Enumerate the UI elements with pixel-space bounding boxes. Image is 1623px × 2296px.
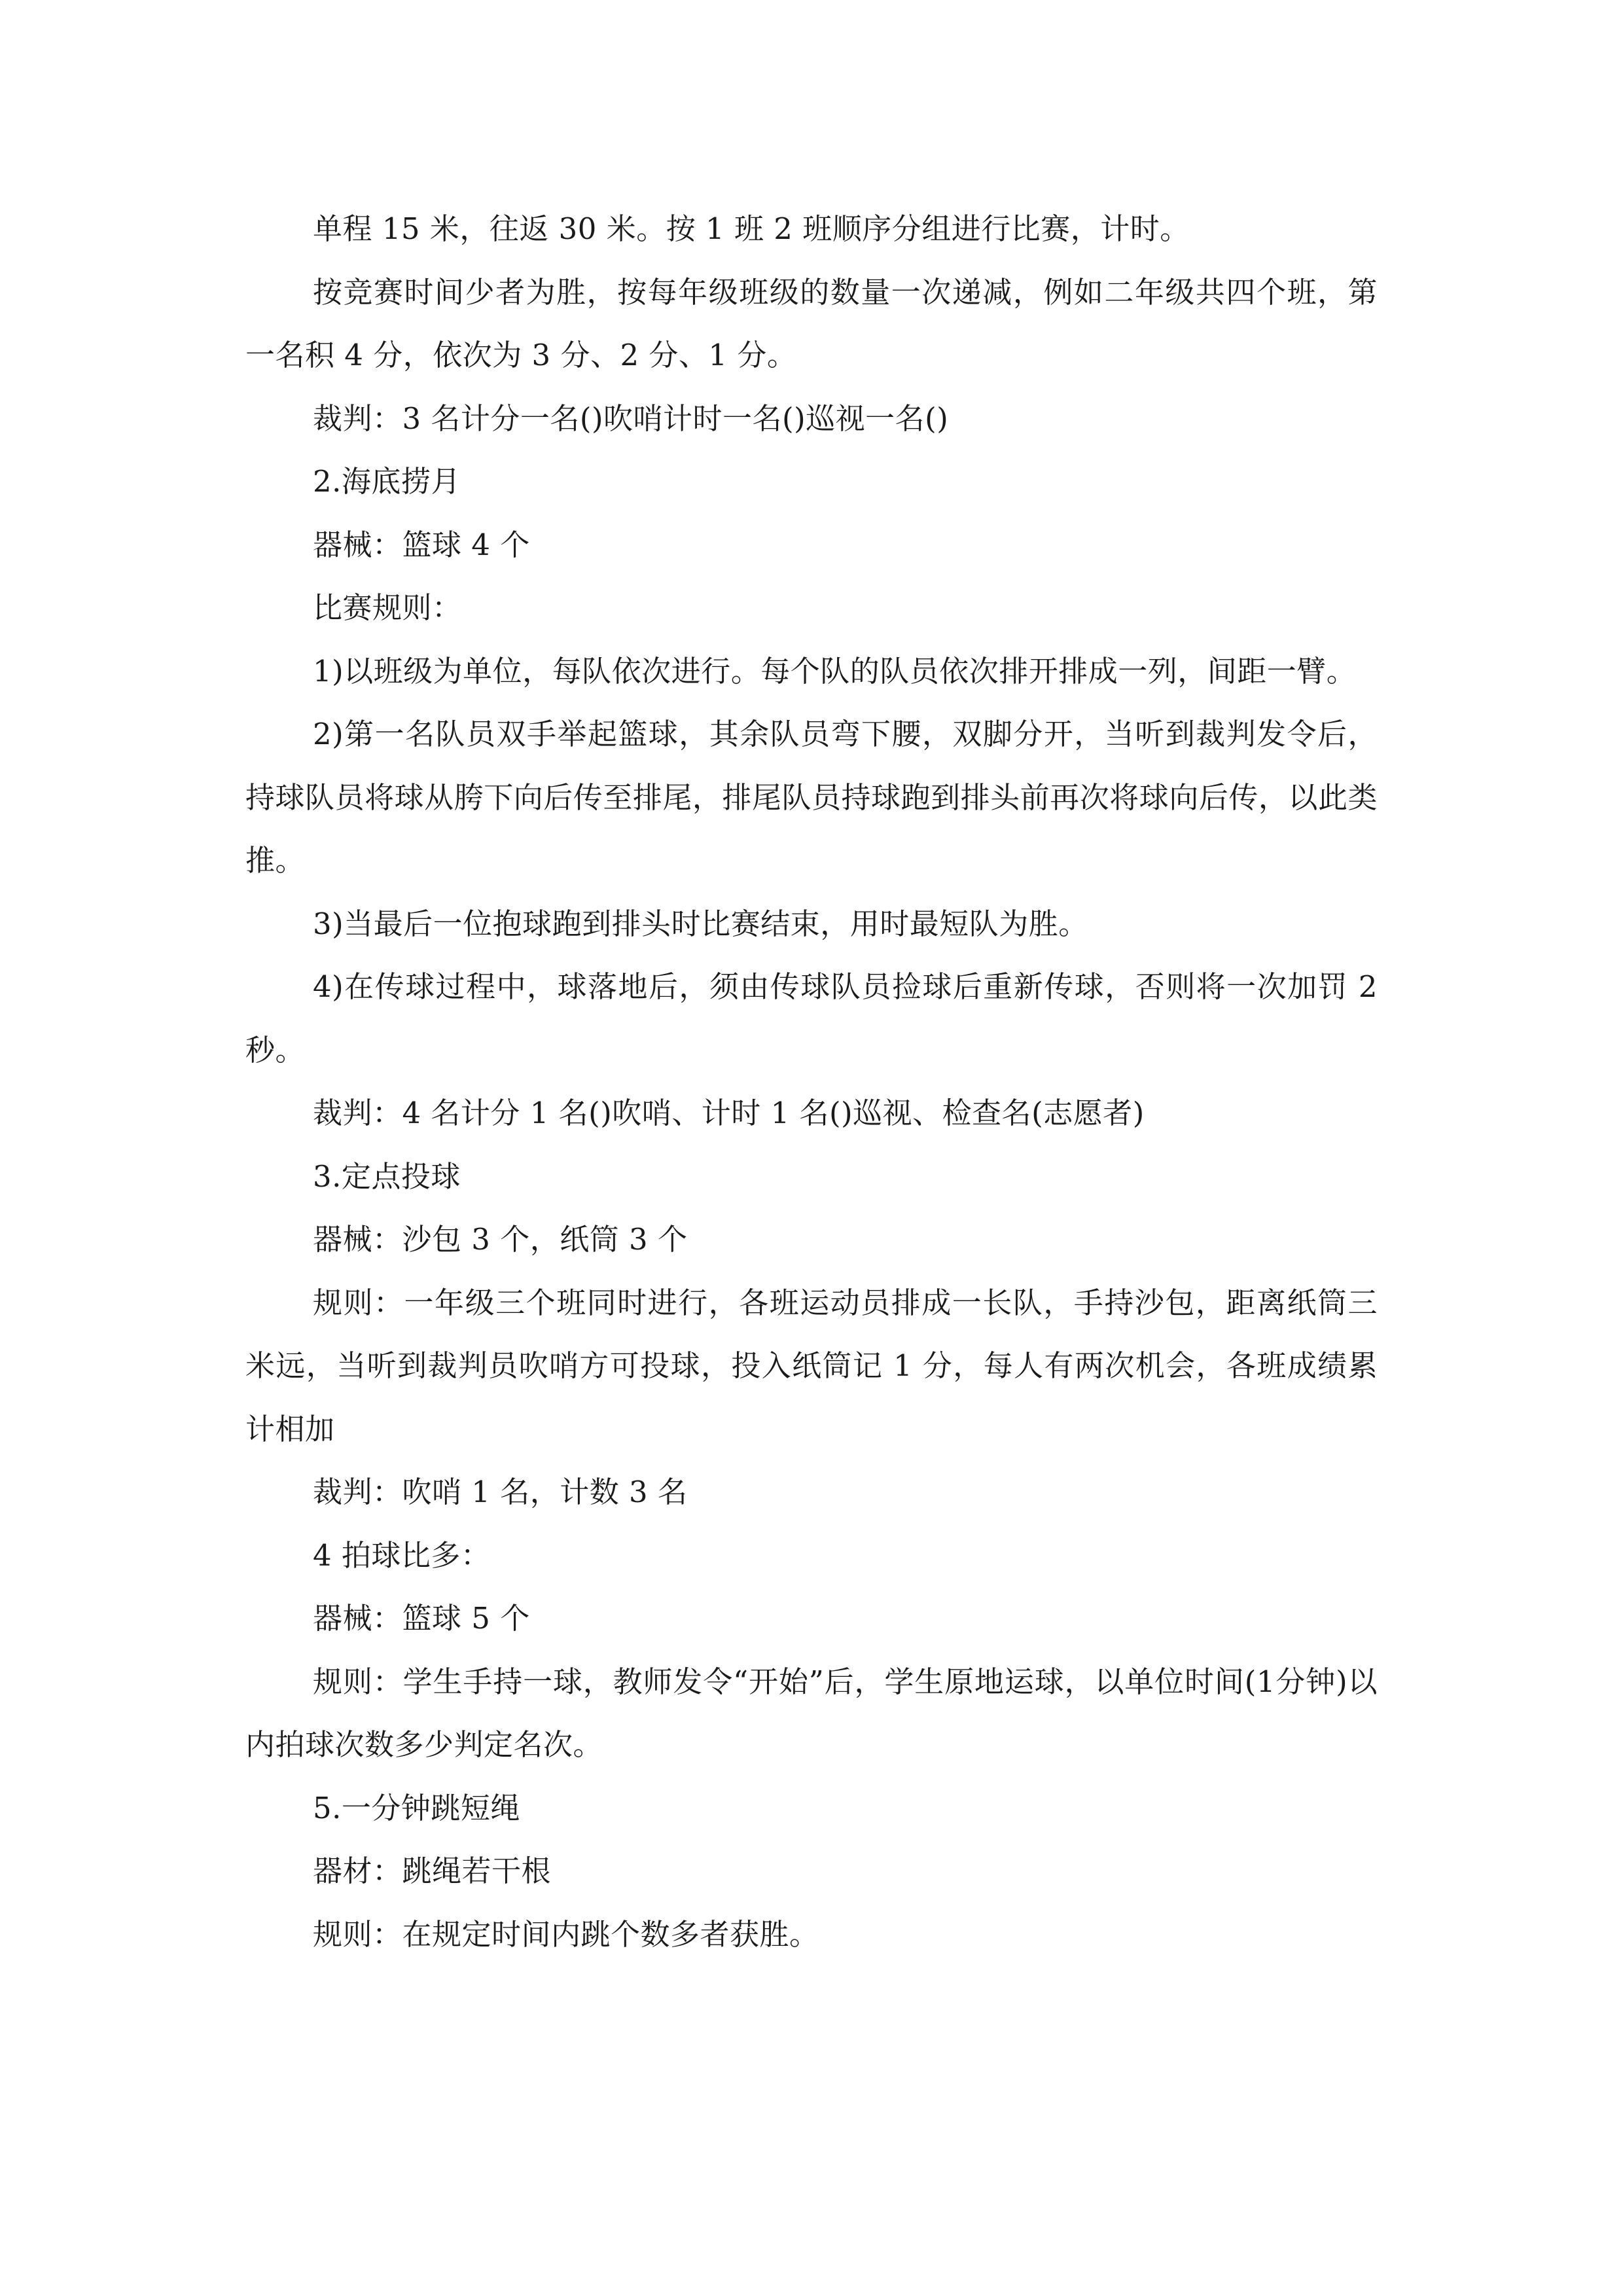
paragraph: 规则：学生手持一球，教师发令“开始”后，学生原地运球，以单位时间(1分钟)以内拍球次数多少判定名次。	[245, 1664, 1378, 1762]
section-heading: 4 拍球比多：	[313, 1537, 491, 1573]
section-heading: 5.一分钟跳短绳	[313, 1790, 520, 1825]
paragraph: 按竞赛时间少者为胜，按每年级班级的数量一次递减，例如二年级共四个班，第一名积 4 分，依次为 3 分、2 分、1 分。	[245, 274, 1378, 372]
paragraph: 单程 15 米，往返 30 米。按 1 班 2 班顺序分组进行比赛，计时。	[313, 211, 1190, 246]
paragraph: 裁判：3 名计分一名()吹哨计时一名()巡视一名()	[313, 401, 949, 436]
paragraph: 器械：篮球 4 个	[313, 527, 530, 562]
paragraph: 比赛规则：	[313, 590, 462, 625]
paragraph: 裁判：4 名计分 1 名()吹哨、计时 1 名()巡视、检查名(志愿者)	[313, 1096, 1145, 1130]
list-item: 1)以班级为单位，每队依次进行。每个队的队员依次排开排成一列，间距一臂。	[313, 653, 1357, 689]
list-item: 3)当最后一位抱球跑到排头时比赛结束，用时最短队为胜。	[313, 906, 1088, 941]
document-body	[245, 198, 1378, 1966]
list-item: 2)第一名队员双手举起篮球，其余队员弯下腰，双脚分开，当听到裁判发令后，持球队员将球从胯下向后传至排尾，排尾队员持球跑到排头前再次将球向后传，以此类推。	[245, 717, 1378, 878]
paragraph: 器材：跳绳若干根	[313, 1854, 552, 1888]
section-heading: 3.定点投球	[313, 1158, 461, 1194]
paragraph: 裁判：吹哨 1 名，计数 3 名	[313, 1475, 688, 1509]
paragraph: 器械：篮球 5 个	[313, 1601, 530, 1636]
section-heading: 2.海底捞月	[313, 464, 461, 499]
list-item: 4)在传球过程中，球落地后，须由传球队员捡球后重新传球，否则将一次加罚 2 秒。	[245, 969, 1378, 1067]
paragraph: 器械：沙包 3 个，纸筒 3 个	[313, 1222, 688, 1257]
paragraph: 规则：在规定时间内跳个数多者获胜。	[313, 1916, 819, 1952]
paragraph: 规则：一年级三个班同时进行，各班运动员排成一长队，手持沙包，距离纸筒三米远，当听到裁判员吹哨方可投球，投入纸筒记 1 分，每人有两次机会，各班成绩累计相加	[245, 1285, 1378, 1446]
